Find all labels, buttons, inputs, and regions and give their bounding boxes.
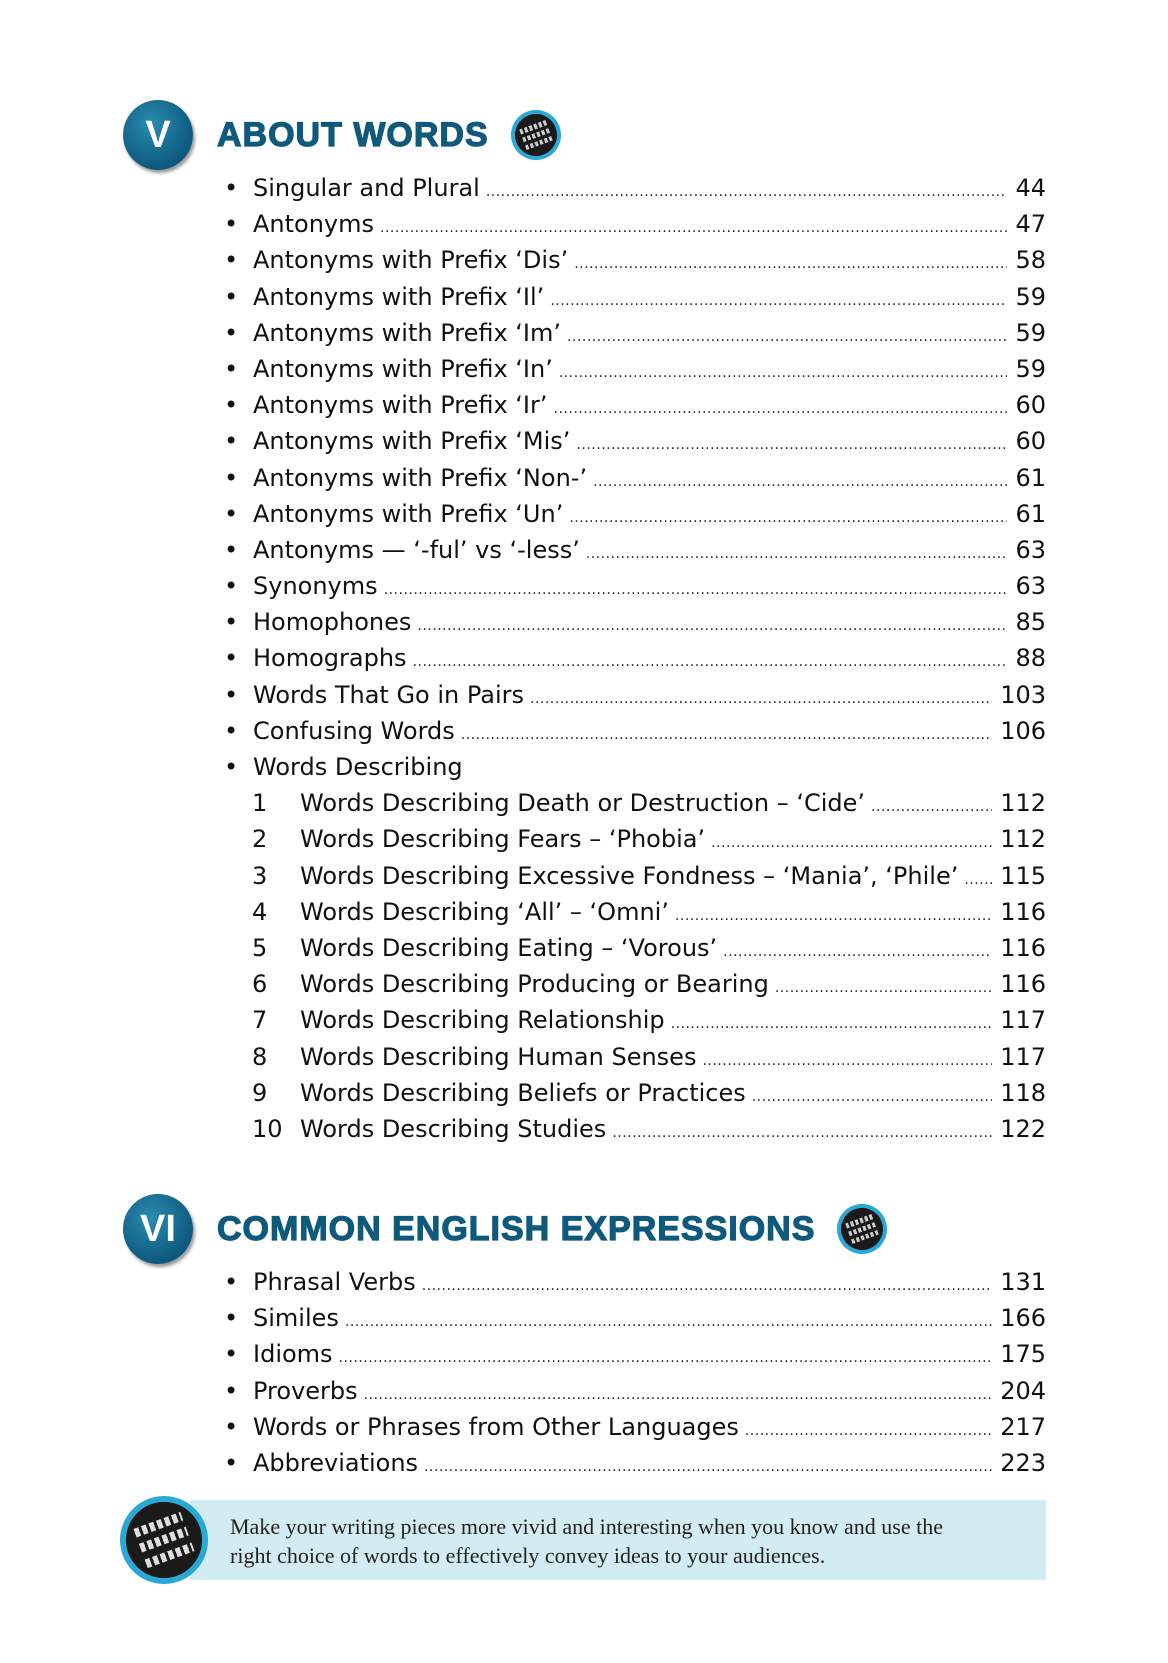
entry-label: Words Describing Death or Destruction – ‘Cide’ xyxy=(300,789,866,818)
page-number: 217 xyxy=(1000,1412,1046,1441)
page-number: 112 xyxy=(1000,825,1046,854)
toc-subentry[interactable] xyxy=(222,1002,1046,1038)
page-number: 60 xyxy=(1015,427,1046,456)
page-number: 59 xyxy=(1015,354,1046,383)
bullet-icon: • xyxy=(224,1448,239,1477)
entry-label: Words Describing Human Senses xyxy=(300,1042,697,1071)
toc-entry[interactable] xyxy=(222,1264,1046,1300)
bullet-icon: • xyxy=(224,354,239,383)
entry-label: Idioms xyxy=(253,1340,333,1369)
tip-box xyxy=(190,1500,1046,1580)
entry-label: Antonyms with Prefix ‘Il’ xyxy=(253,282,545,311)
section-vi-list xyxy=(222,1264,1046,1481)
page-number: 58 xyxy=(1015,246,1046,275)
bullet-icon: • xyxy=(224,680,239,709)
tip-line: Make your writing pieces more vivid and interesting when you know and use the xyxy=(230,1514,944,1539)
dot-leader xyxy=(422,1268,992,1304)
entry-number: 8 xyxy=(252,1042,268,1071)
toc-entry[interactable] xyxy=(222,351,1046,387)
page-number: 116 xyxy=(1000,970,1046,999)
entry-label: Words Describing Excessive Fondness – ‘Mania’, ‘Phile’ xyxy=(300,861,959,890)
dot-leader xyxy=(569,500,1007,536)
dot-leader xyxy=(723,934,992,970)
toc-entry[interactable] xyxy=(222,1373,1046,1409)
entry-label: Words Describing Beliefs or Practices xyxy=(300,1078,746,1107)
dot-leader xyxy=(576,427,1007,463)
bullet-icon: • xyxy=(224,535,239,564)
dot-leader xyxy=(461,717,992,753)
entry-label: Antonyms xyxy=(253,210,375,239)
page-number: 223 xyxy=(1000,1448,1046,1477)
page-number: 60 xyxy=(1015,391,1046,420)
entry-number: 9 xyxy=(252,1078,268,1107)
entry-number: 1 xyxy=(252,789,268,818)
bullet-icon: • xyxy=(224,427,239,456)
bullet-icon: • xyxy=(224,1412,239,1441)
page-number: 116 xyxy=(1000,933,1046,962)
page-number: 175 xyxy=(1000,1340,1046,1369)
toc-entry[interactable] xyxy=(222,1336,1046,1372)
entry-label: Antonyms with Prefix ‘In’ xyxy=(253,354,553,383)
entry-label: Antonyms — ‘-ful’ vs ‘-less’ xyxy=(253,535,580,564)
entry-label: Antonyms with Prefix ‘Ir’ xyxy=(253,391,548,420)
page-number: 59 xyxy=(1015,282,1046,311)
entry-label: Synonyms xyxy=(253,572,378,601)
dot-leader xyxy=(559,355,1008,391)
toc-entry[interactable] xyxy=(222,170,1046,206)
bullet-icon: • xyxy=(224,572,239,601)
entry-label: Words Describing Eating – ‘Vorous’ xyxy=(300,933,718,962)
dot-leader xyxy=(554,391,1008,427)
bullet-icon: • xyxy=(224,391,239,420)
toc-entry[interactable] xyxy=(222,713,1046,749)
entry-label: Words Describing ‘All’ – ‘Omni’ xyxy=(300,897,669,926)
page-number: 63 xyxy=(1015,535,1046,564)
entry-label: Antonyms with Prefix ‘Dis’ xyxy=(253,246,569,275)
film-strip-icon xyxy=(120,1496,208,1584)
toc-subentry[interactable] xyxy=(222,930,1046,966)
page-number: 103 xyxy=(1000,680,1046,709)
dot-leader xyxy=(413,644,1008,680)
page-number: 122 xyxy=(1000,1114,1046,1143)
bullet-icon: • xyxy=(224,716,239,745)
page-number: 112 xyxy=(1000,789,1046,818)
toc-subentry[interactable] xyxy=(222,785,1046,821)
toc-entry[interactable] xyxy=(222,387,1046,423)
entry-label: Confusing Words xyxy=(253,716,455,745)
section-v-list xyxy=(222,170,1046,1147)
dot-leader xyxy=(345,1304,992,1340)
toc-subentry[interactable] xyxy=(222,858,1046,894)
bullet-icon: • xyxy=(224,318,239,347)
page-number: 204 xyxy=(1000,1376,1046,1405)
bullet-icon: • xyxy=(224,644,239,673)
page-number: 47 xyxy=(1015,210,1046,239)
dot-leader xyxy=(871,789,992,825)
toc-entry[interactable] xyxy=(222,568,1046,604)
bullet-icon: • xyxy=(224,499,239,528)
toc-subentry[interactable] xyxy=(222,821,1046,857)
bullet-icon: • xyxy=(224,282,239,311)
toc-subentry[interactable] xyxy=(222,1075,1046,1111)
dot-leader xyxy=(612,1115,992,1151)
dot-leader xyxy=(711,825,992,861)
entry-label: Words Describing Studies xyxy=(300,1114,607,1143)
page-number: 117 xyxy=(1000,1042,1046,1071)
page-number: 118 xyxy=(1000,1078,1046,1107)
page-number: 117 xyxy=(1000,1006,1046,1035)
dot-leader xyxy=(486,174,1008,210)
entry-label: Abbreviations xyxy=(253,1448,419,1477)
page-number: 59 xyxy=(1015,318,1046,347)
tip-text xyxy=(230,1512,943,1570)
entry-label: Antonyms with Prefix ‘Non-’ xyxy=(253,463,588,492)
toc-entry[interactable] xyxy=(222,496,1046,532)
entry-label: Proverbs xyxy=(253,1376,358,1405)
bullet-icon: • xyxy=(224,463,239,492)
bullet-icon: • xyxy=(224,246,239,275)
bullet-icon: • xyxy=(224,1304,239,1333)
dot-leader xyxy=(380,210,1007,246)
dot-leader xyxy=(775,970,992,1006)
dot-leader xyxy=(424,1449,992,1485)
toc-subentry[interactable] xyxy=(222,966,1046,1002)
section-title: COMMON ENGLISH EXPRESSIONS xyxy=(217,1209,816,1248)
film-strip-icon xyxy=(830,1197,894,1261)
toc-entry[interactable] xyxy=(222,532,1046,568)
bullet-icon: • xyxy=(224,210,239,239)
dot-leader xyxy=(745,1413,992,1449)
entry-number: 6 xyxy=(252,970,268,999)
entry-label: Words or Phrases from Other Languages xyxy=(253,1412,739,1441)
section-numeral-badge: VI xyxy=(123,1194,193,1264)
entry-label: Words Describing Fears – ‘Phobia’ xyxy=(300,825,706,854)
section-header-vi xyxy=(123,1194,887,1264)
entry-label: Antonyms with Prefix ‘Mis’ xyxy=(253,427,571,456)
toc-subentry[interactable] xyxy=(222,894,1046,930)
entry-number: 4 xyxy=(252,897,268,926)
dot-leader xyxy=(752,1079,992,1115)
entry-number: 10 xyxy=(252,1114,283,1143)
toc-entry[interactable] xyxy=(222,1409,1046,1445)
bullet-icon: • xyxy=(224,1340,239,1369)
dot-leader xyxy=(586,536,1008,572)
entry-label: Homophones xyxy=(253,608,412,637)
dot-leader xyxy=(364,1377,993,1413)
dot-leader xyxy=(593,464,1007,500)
dot-leader xyxy=(384,572,1008,608)
toc-entry[interactable] xyxy=(222,279,1046,315)
tip-line: right choice of words to effectively convey ideas to your audiences. xyxy=(230,1543,826,1568)
toc-entry[interactable] xyxy=(222,749,1046,785)
bullet-icon: • xyxy=(224,608,239,637)
dot-leader xyxy=(702,1043,992,1079)
page-number: 88 xyxy=(1015,644,1046,673)
entry-number: 3 xyxy=(252,861,268,890)
bullet-icon: • xyxy=(224,174,239,202)
dot-leader xyxy=(339,1340,993,1376)
page-number: 106 xyxy=(1000,716,1046,745)
toc-entry[interactable] xyxy=(222,1445,1046,1481)
page-number: 131 xyxy=(1000,1268,1046,1296)
entry-label: Phrasal Verbs xyxy=(253,1268,416,1296)
entry-label: Homographs xyxy=(253,644,407,673)
toc-entry[interactable] xyxy=(222,242,1046,278)
bullet-icon: • xyxy=(224,1376,239,1405)
dot-leader xyxy=(964,862,992,898)
toc-entry[interactable] xyxy=(222,206,1046,242)
entry-label: Antonyms with Prefix ‘Im’ xyxy=(253,318,562,347)
entry-label: Words That Go in Pairs xyxy=(253,680,524,709)
page-number: 61 xyxy=(1015,463,1046,492)
entry-label: Words Describing Producing or Bearing xyxy=(300,970,769,999)
section-header-v xyxy=(123,100,561,170)
toc-entry[interactable] xyxy=(222,460,1046,496)
entry-label: Antonyms with Prefix ‘Un’ xyxy=(253,499,564,528)
entry-label: Words Describing xyxy=(253,753,463,781)
dot-leader xyxy=(417,608,1007,644)
entry-label: Singular and Plural xyxy=(253,174,480,202)
page-number: 85 xyxy=(1015,608,1046,637)
dot-leader xyxy=(574,246,1007,282)
bullet-icon: • xyxy=(224,1268,239,1296)
page-number: 63 xyxy=(1015,572,1046,601)
entry-number: 2 xyxy=(252,825,268,854)
toc-entry[interactable] xyxy=(222,604,1046,640)
dot-leader xyxy=(675,898,992,934)
dot-leader xyxy=(671,1006,993,1042)
entry-number: 7 xyxy=(252,1006,268,1035)
page-number: 116 xyxy=(1000,897,1046,926)
section-numeral-badge: V xyxy=(123,100,193,170)
toc-entry[interactable] xyxy=(222,315,1046,351)
dot-leader xyxy=(567,319,1007,355)
dot-leader xyxy=(530,681,992,717)
toc-subentry[interactable] xyxy=(222,1111,1046,1147)
bullet-icon: • xyxy=(224,753,239,781)
page-number: 115 xyxy=(1000,861,1046,890)
toc-entry[interactable] xyxy=(222,423,1046,459)
dot-leader xyxy=(550,283,1007,319)
section-title: ABOUT WORDS xyxy=(217,115,489,154)
page-number: 61 xyxy=(1015,499,1046,528)
toc-subentry[interactable] xyxy=(222,1039,1046,1075)
film-strip-icon xyxy=(504,103,568,167)
page-number: 44 xyxy=(1015,174,1046,202)
page-number: 166 xyxy=(1000,1304,1046,1333)
entry-label: Words Describing Relationship xyxy=(300,1006,665,1035)
toc-entry[interactable] xyxy=(222,1300,1046,1336)
toc-entry[interactable] xyxy=(222,640,1046,676)
entry-number: 5 xyxy=(252,933,268,962)
entry-label: Similes xyxy=(253,1304,339,1333)
toc-entry[interactable] xyxy=(222,677,1046,713)
